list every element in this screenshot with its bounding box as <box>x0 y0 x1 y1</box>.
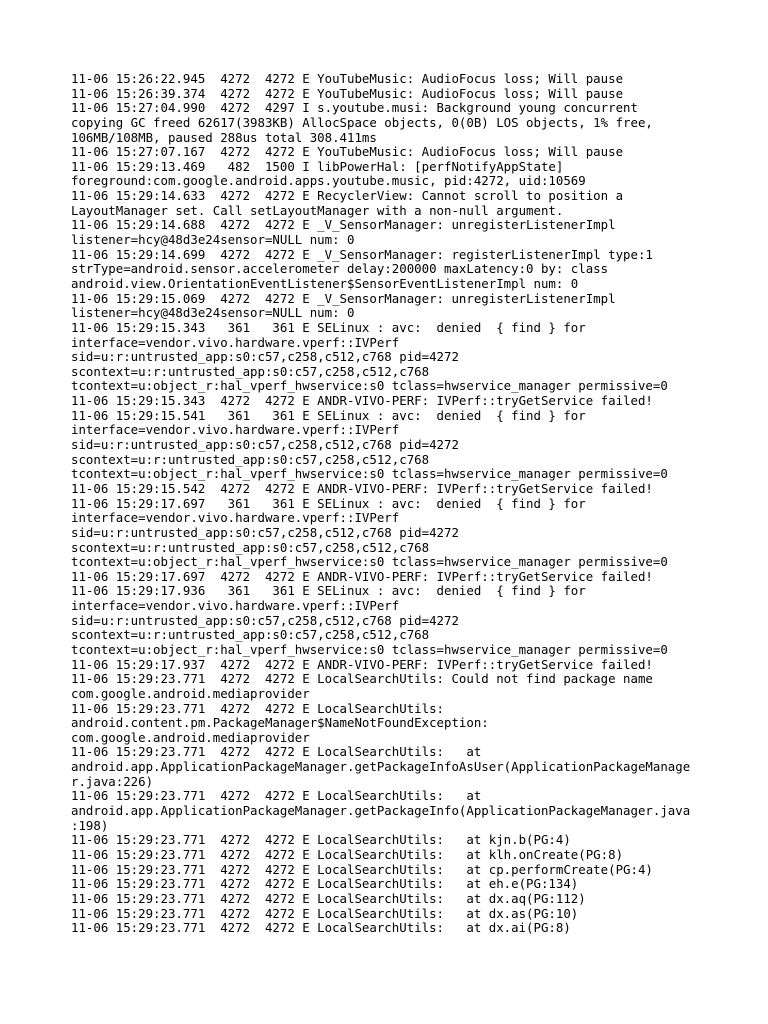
log-line: foreground:com.google.android.apps.youtube.music, pid:4272, uid:10569 <box>71 173 586 189</box>
log-line: 11-06 15:29:23.771 4272 4272 E LocalSearchUtils: at kjn.b(PG:4) <box>71 832 571 848</box>
log-line: 11-06 15:29:23.771 4272 4272 E LocalSearchUtils: <box>71 700 444 716</box>
log-line: 11-06 15:29:14.699 4272 4272 E _V_SensorManager: registerListenerImpl type:1 <box>71 246 653 262</box>
log-line: android.app.ApplicationPackageManager.getPackageInfo(ApplicationPackageManager.java <box>71 803 691 819</box>
log-line: 11-06 15:29:23.771 4272 4272 E LocalSearchUtils: at eh.e(PG:134) <box>71 876 579 892</box>
log-line: sid=u:r:untrusted_app:s0:c57,c258,c512,c768 pid=4272 <box>71 437 459 453</box>
log-line: 11-06 15:29:17.937 4272 4272 E ANDR-VIVO-PERF: IVPerf::tryGetService failed! <box>71 656 653 672</box>
log-text <box>71 72 711 936</box>
log-line: interface=vendor.vivo.hardware.vperf::IVPerf <box>71 510 400 526</box>
log-line: android.content.pm.PackageManager$NameNotFoundException: <box>71 715 489 731</box>
log-line: 11-06 15:29:23.771 4272 4272 E LocalSearchUtils: at klh.onCreate(PG:8) <box>71 846 624 862</box>
log-line: 11-06 15:29:17.697 361 361 E SELinux : avc: denied { find } for <box>71 495 586 511</box>
log-line: 11-06 15:29:23.771 4272 4272 E LocalSearchUtils: Could not find package name <box>71 671 653 687</box>
log-line: sid=u:r:untrusted_app:s0:c57,c258,c512,c768 pid=4272 <box>71 612 459 628</box>
log-line: 11-06 15:29:23.771 4272 4272 E LocalSearchUtils: at cp.performCreate(PG:4) <box>71 861 653 877</box>
log-line: strType=android.sensor.accelerometer delay:200000 maxLatency:0 by: class <box>71 261 609 277</box>
log-line: 11-06 15:29:15.343 361 361 E SELinux : avc: denied { find } for <box>71 319 586 335</box>
log-line: 11-06 15:29:15.541 361 361 E SELinux : avc: denied { find } for <box>71 407 586 423</box>
log-line: sid=u:r:untrusted_app:s0:c57,c258,c512,c768 pid=4272 <box>71 524 459 540</box>
log-line: 11-06 15:26:22.945 4272 4272 E YouTubeMusic: AudioFocus loss; Will pause <box>71 71 624 86</box>
log-line: 11-06 15:27:07.167 4272 4272 E YouTubeMusic: AudioFocus loss; Will pause <box>71 144 624 160</box>
log-line: tcontext=u:object_r:hal_vperf_hwservice:s0 tclass=hwservice_manager permissive=0 <box>71 466 668 482</box>
log-line: 11-06 15:29:15.069 4272 4272 E _V_SensorManager: unregisterListenerImpl <box>71 290 616 306</box>
log-line: copying GC freed 62617(3983KB) AllocSpace objects, 0(0B) LOS objects, 1% free, <box>71 114 653 130</box>
log-line: r.java:226) <box>71 773 154 789</box>
log-line: 11-06 15:29:15.542 4272 4272 E ANDR-VIVO-PERF: IVPerf::tryGetService failed! <box>71 480 653 496</box>
log-line: 11-06 15:29:17.697 4272 4272 E ANDR-VIVO-PERF: IVPerf::tryGetService failed! <box>71 568 653 584</box>
log-line: 11-06 15:26:39.374 4272 4272 E YouTubeMusic: AudioFocus loss; Will pause <box>71 85 624 101</box>
log-line: scontext=u:r:untrusted_app:s0:c57,c258,c512,c768 <box>71 539 430 555</box>
log-line: scontext=u:r:untrusted_app:s0:c57,c258,c512,c768 <box>71 363 430 379</box>
log-line: 11-06 15:27:04.990 4272 4297 I s.youtube.musi: Background young concurrent <box>71 100 638 116</box>
log-line: tcontext=u:object_r:hal_vperf_hwservice:s0 tclass=hwservice_manager permissive=0 <box>71 554 668 570</box>
log-line: 11-06 15:29:13.469 482 1500 I libPowerHal: [perfNotifyAppState] <box>71 158 564 174</box>
log-line: android.app.ApplicationPackageManager.getPackageInfoAsUser(ApplicationPackageManage <box>71 759 691 775</box>
log-line: scontext=u:r:untrusted_app:s0:c57,c258,c512,c768 <box>71 627 430 643</box>
log-line: interface=vendor.vivo.hardware.vperf::IVPerf <box>71 598 400 614</box>
log-line: tcontext=u:object_r:hal_vperf_hwservice:s0 tclass=hwservice_manager permissive=0 <box>71 641 668 657</box>
log-line: :198) <box>71 817 109 833</box>
log-line: com.google.android.mediaprovider <box>71 685 310 701</box>
log-line: 11-06 15:29:15.343 4272 4272 E ANDR-VIVO-PERF: IVPerf::tryGetService failed! <box>71 393 653 409</box>
log-line: interface=vendor.vivo.hardware.vperf::IVPerf <box>71 422 400 438</box>
log-line: 11-06 15:29:17.936 361 361 E SELinux : avc: denied { find } for <box>71 583 586 599</box>
log-line: 11-06 15:29:23.771 4272 4272 E LocalSearchUtils: at dx.ai(PG:8) <box>71 920 571 936</box>
log-line: tcontext=u:object_r:hal_vperf_hwservice:s0 tclass=hwservice_manager permissive=0 <box>71 378 668 394</box>
log-line: 11-06 15:29:23.771 4272 4272 E LocalSearchUtils: at <box>71 744 482 760</box>
log-line: 11-06 15:29:14.633 4272 4272 E RecyclerView: Cannot scroll to position a <box>71 188 624 204</box>
log-line: 106MB/108MB, paused 288us total 308.411ms <box>71 129 377 145</box>
log-line: sid=u:r:untrusted_app:s0:c57,c258,c512,c768 pid=4272 <box>71 349 459 365</box>
log-line: 11-06 15:29:23.771 4272 4272 E LocalSearchUtils: at <box>71 788 482 804</box>
log-line: LayoutManager set. Call setLayoutManager with a non-null argument. <box>71 202 564 218</box>
log-line: 11-06 15:29:23.771 4272 4272 E LocalSearchUtils: at dx.aq(PG:112) <box>71 890 586 906</box>
log-line: 11-06 15:29:14.688 4272 4272 E _V_SensorManager: unregisterListenerImpl <box>71 217 616 233</box>
log-line: com.google.android.mediaprovider <box>71 729 310 745</box>
log-line: scontext=u:r:untrusted_app:s0:c57,c258,c512,c768 <box>71 451 430 467</box>
log-line: 11-06 15:29:23.771 4272 4272 E LocalSearchUtils: at dx.as(PG:10) <box>71 905 579 921</box>
log-line: interface=vendor.vivo.hardware.vperf::IVPerf <box>71 334 400 350</box>
log-line: listener=hcy@48d3e24sensor=NULL num: 0 <box>71 305 355 321</box>
log-line: android.view.OrientationEventListener$SensorEventListenerImpl num: 0 <box>71 275 579 291</box>
log-line: listener=hcy@48d3e24sensor=NULL num: 0 <box>71 232 355 248</box>
